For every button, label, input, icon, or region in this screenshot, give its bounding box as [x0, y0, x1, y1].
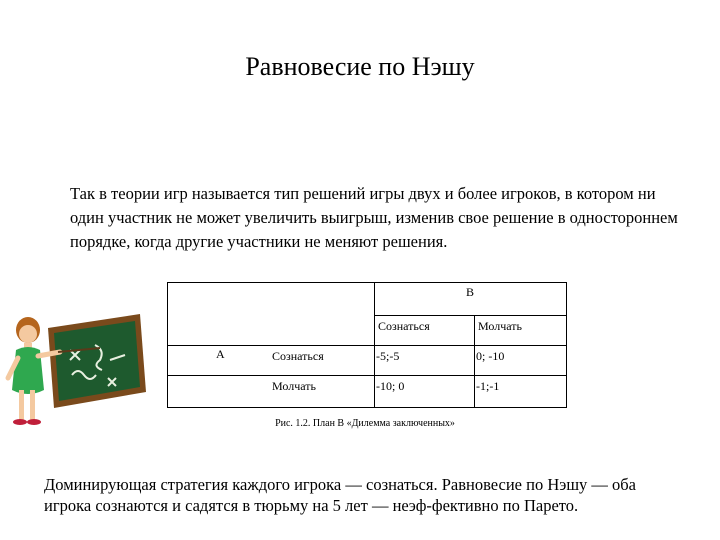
- payoff-cell: -10; 0: [376, 379, 405, 393]
- col-header-silent: Молчать: [478, 319, 522, 333]
- player-b-label: B: [466, 285, 475, 299]
- chalkboard: [48, 314, 146, 408]
- definition-text: Так в теории игр называется тип решений игры двух и более игроков, в котором ни один участник не может увеличить выигрыш, изменив свое решение в одностороннем порядке, когда другие участники не меняют решения.: [70, 184, 678, 251]
- payoff-table: [167, 282, 567, 408]
- figure-caption: Рис. 1.2. План B «Дилемма заключенных»: [275, 418, 455, 429]
- row-label-confess: Сознаться: [272, 349, 324, 363]
- payoff-cell: 0; -10: [476, 349, 505, 363]
- row-label-silent: Молчать: [272, 379, 316, 393]
- payoff-cell: -1;-1: [476, 379, 500, 393]
- slide-title: Равновесие по Нэшу: [245, 52, 475, 81]
- conclusion-text: Доминирующая стратегия каждого игрока — сознаться. Равновесие по Нэшу — оба игрока сознаются и садятся в тюрьму на 5 лет — неэф-фективно по Парето.: [44, 475, 637, 515]
- payoff-cell: -5;-5: [376, 349, 400, 363]
- col-header-confess: Сознаться: [378, 319, 430, 333]
- player-a-label: A: [216, 347, 225, 361]
- teacher-clipart: [0, 300, 150, 440]
